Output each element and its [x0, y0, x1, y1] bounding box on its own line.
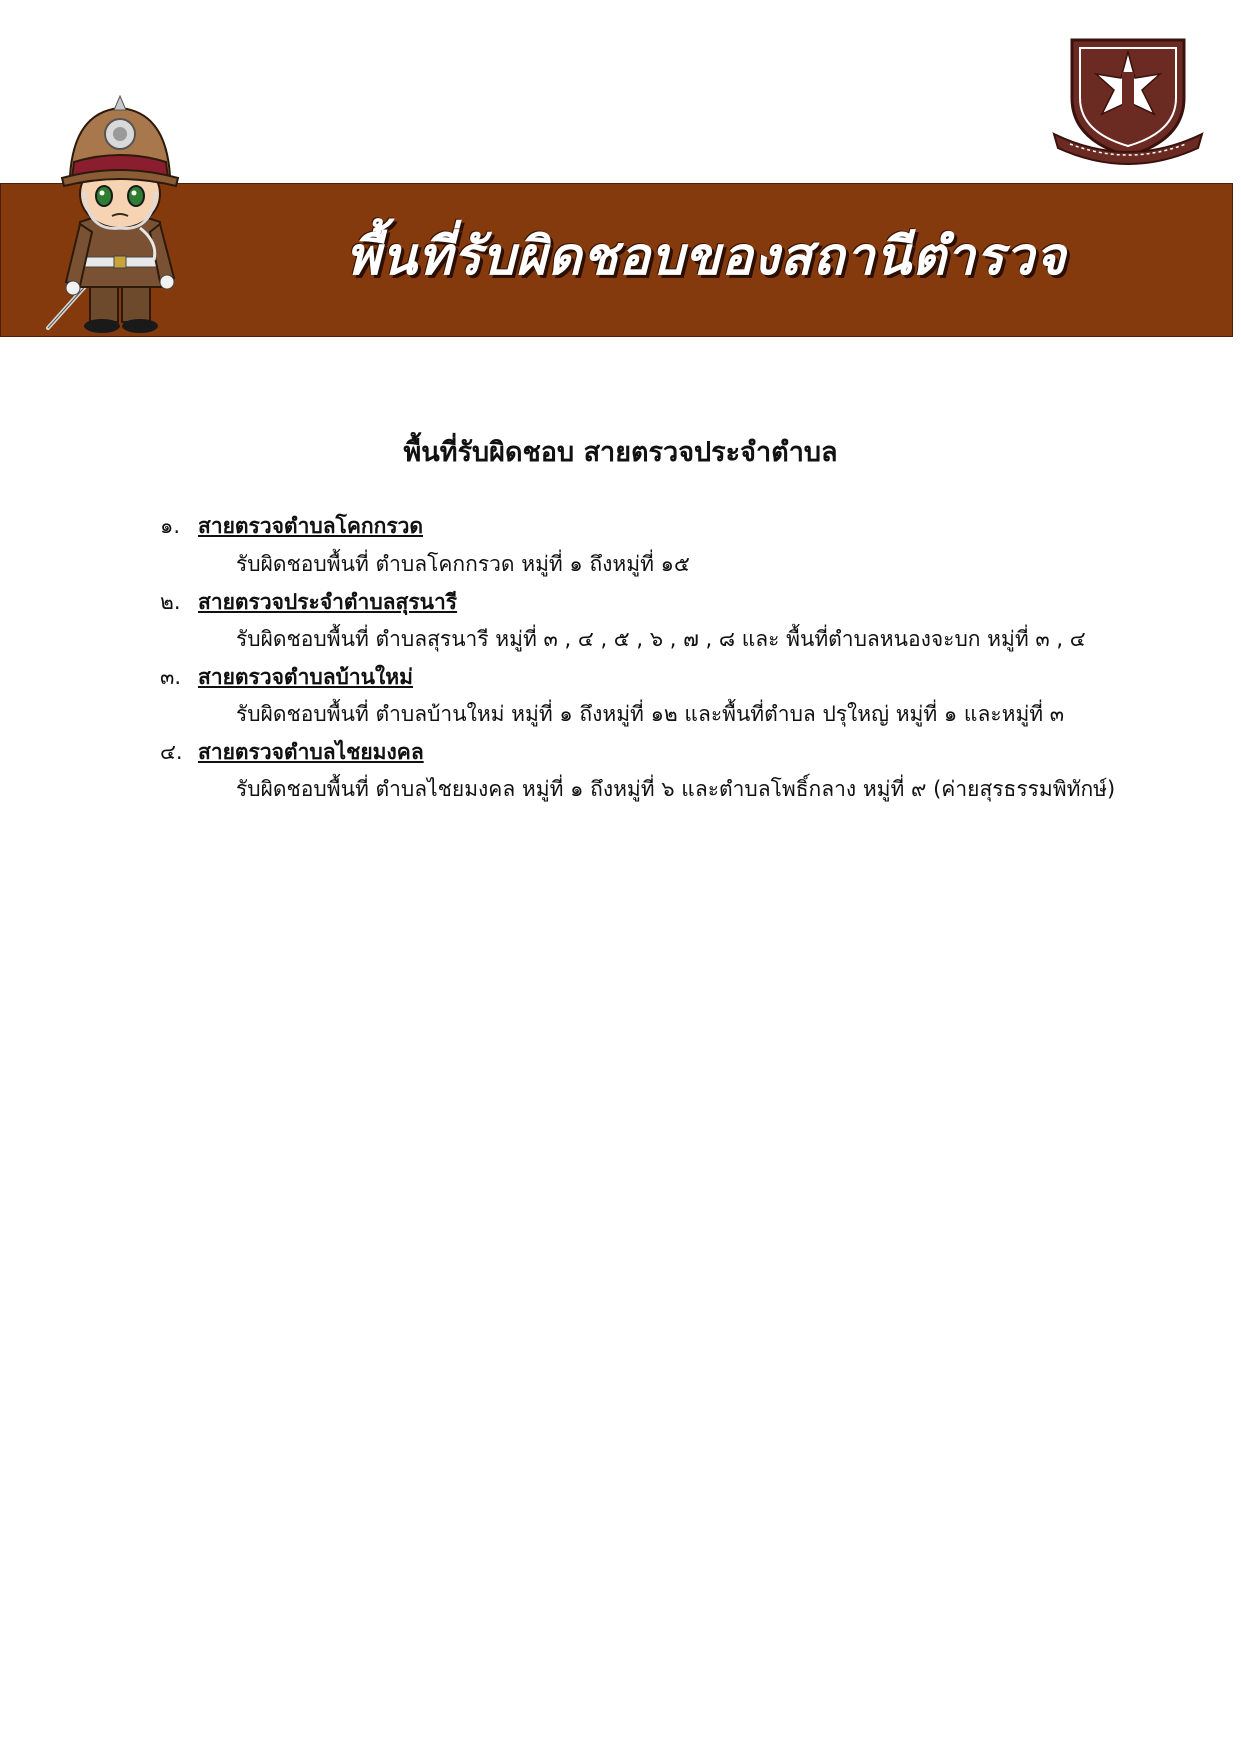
list-item-number: ๑.	[160, 514, 181, 538]
police-station-emblem-icon	[1050, 28, 1206, 168]
list-item-number: ๓.	[160, 665, 182, 689]
police-mascot-icon	[40, 82, 200, 334]
list-item-description: รับผิดชอบพื้นที่ ตำบลโคกกรวด หมู่ที่ ๑ ถึงหมู่ที่ ๑๕	[236, 552, 690, 576]
list-item-number: ๒.	[160, 590, 181, 614]
banner-title: พื้นที่รับผิดชอบของสถานีตำรวจ	[346, 226, 1067, 287]
list-item-name: สายตรวจประจำตำบลสุรนารี	[198, 590, 458, 614]
list-item-heading	[160, 661, 413, 694]
list-item-name: สายตรวจตำบลบ้านใหม่	[198, 665, 413, 689]
list-item-description: รับผิดชอบพื้นที่ ตำบลบ้านใหม่ หมู่ที่ ๑ ถึงหมู่ที่ ๑๒ และพื้นที่ตำบล ปรุใหญ่ หมู่ที่ ๑ และหมู่ที่ ๓	[236, 702, 1065, 726]
list-item-name: สายตรวจตำบลโคกกรวด	[198, 514, 424, 538]
document-title: พื้นที่รับผิดชอบ สายตรวจประจำตำบล	[403, 437, 838, 468]
list-item-heading	[160, 510, 423, 543]
list-item-number: ๔.	[160, 740, 183, 764]
list-item-description: รับผิดชอบพื้นที่ ตำบลไชยมงคล หมู่ที่ ๑ ถึงหมู่ที่ ๖ และตำบลโพธิ์กลาง หมู่ที่ ๙ (ค่ายสุรธรรมพิทักษ์)	[236, 777, 1116, 801]
list-item-heading	[160, 586, 457, 619]
list-item-description: รับผิดชอบพื้นที่ ตำบลสุรนารี หมู่ที่ ๓ , ๔ , ๕ , ๖ , ๗ , ๘ และ พื้นที่ตำบลหนองจะบก หมู่ที่ ๓ , ๔	[236, 627, 1086, 651]
list-item-heading	[160, 736, 424, 769]
list-item-name: สายตรวจตำบลไชยมงคล	[198, 740, 424, 764]
